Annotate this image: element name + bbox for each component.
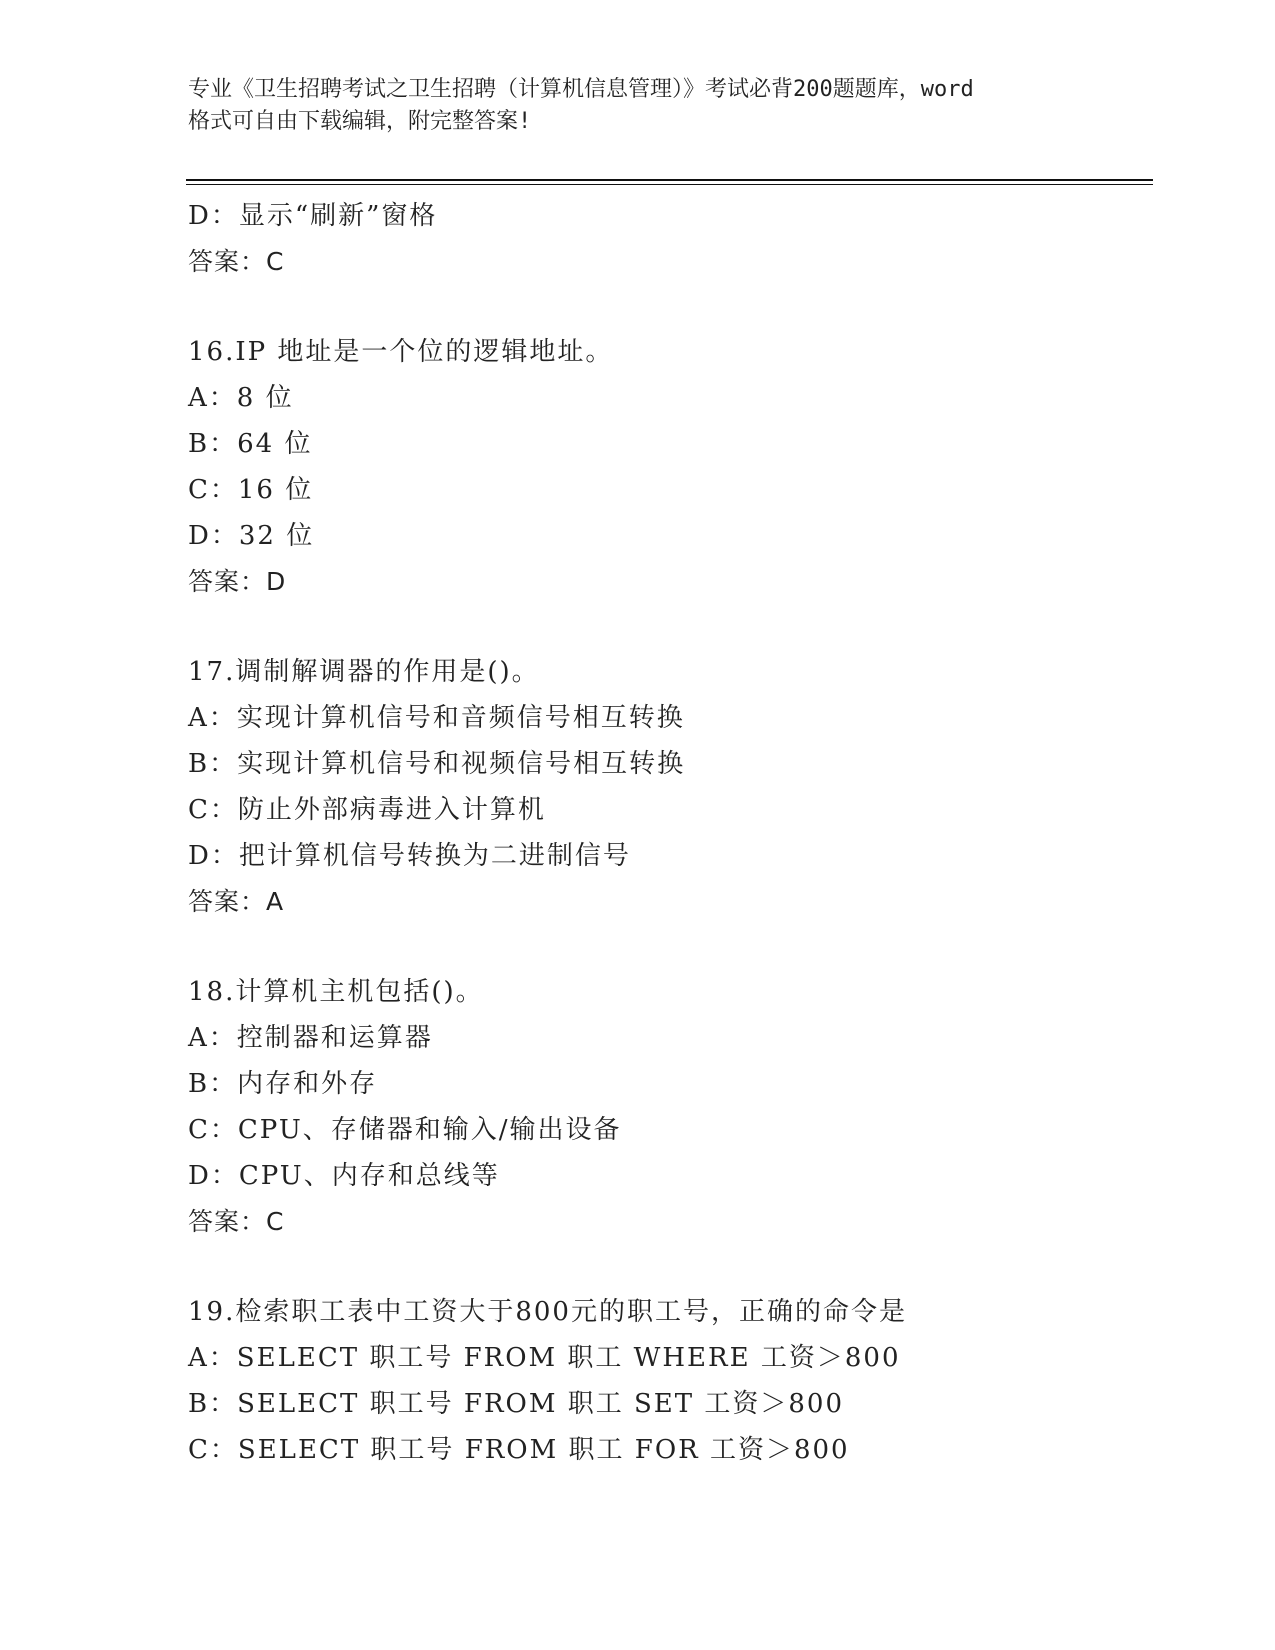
option-d: D：显示“刷新”窗格 [188, 201, 438, 231]
question-stem: 19.检索职工表中工资大于800元的职工号，正确的命令是 [188, 1297, 907, 1327]
header-divider-thin [186, 184, 1153, 185]
option-a: A：SELECT 职工号 FROM 职工 WHERE 工资＞800 [188, 1343, 901, 1373]
option-c: C：16 位 [188, 475, 314, 505]
question-spacer [188, 285, 1148, 329]
header-line-2: 格式可自由下载编辑，附完整答案! [188, 109, 532, 134]
option-a: A：实现计算机信号和音频信号相互转换 [188, 703, 685, 733]
option-a: A：控制器和运算器 [188, 1023, 433, 1053]
question-spacer [188, 1245, 1148, 1289]
option-c: C：SELECT 职工号 FROM 职工 FOR 工资＞800 [188, 1435, 850, 1465]
option-b: B：内存和外存 [188, 1069, 378, 1099]
question-spacer [188, 925, 1148, 969]
header-line-1: 专业《卫生招聘考试之卫生招聘（计算机信息管理）》考试必背200题题库，word [188, 77, 974, 102]
option-d: D：CPU、内存和总线等 [188, 1161, 500, 1191]
document-header [188, 74, 1088, 138]
option-d: D：32 位 [188, 521, 315, 551]
answer-line: 答案：A [188, 887, 285, 916]
answer-line: 答案：C [188, 1207, 285, 1236]
header-divider-thick [186, 179, 1153, 181]
question-list [188, 193, 1148, 1473]
option-d: D：把计算机信号转换为二进制信号 [188, 841, 631, 871]
answer-line: 答案：D [188, 567, 287, 596]
option-a: A：8 位 [188, 383, 294, 413]
option-c: C：CPU、存储器和输入/输出设备 [188, 1115, 622, 1145]
question-stem: 18.计算机主机包括()。 [188, 977, 484, 1007]
option-b: B：实现计算机信号和视频信号相互转换 [188, 749, 686, 779]
question-stem: 17.调制解调器的作用是()。 [188, 657, 540, 687]
question-spacer [188, 605, 1148, 649]
option-c: C：防止外部病毒进入计算机 [188, 795, 546, 825]
answer-line: 答案：C [188, 247, 285, 276]
option-b: B：SELECT 职工号 FROM 职工 SET 工资＞800 [188, 1389, 845, 1419]
question-stem: 16.IP 地址是一个位的逻辑地址。 [188, 337, 614, 367]
option-b: B：64 位 [188, 429, 313, 459]
